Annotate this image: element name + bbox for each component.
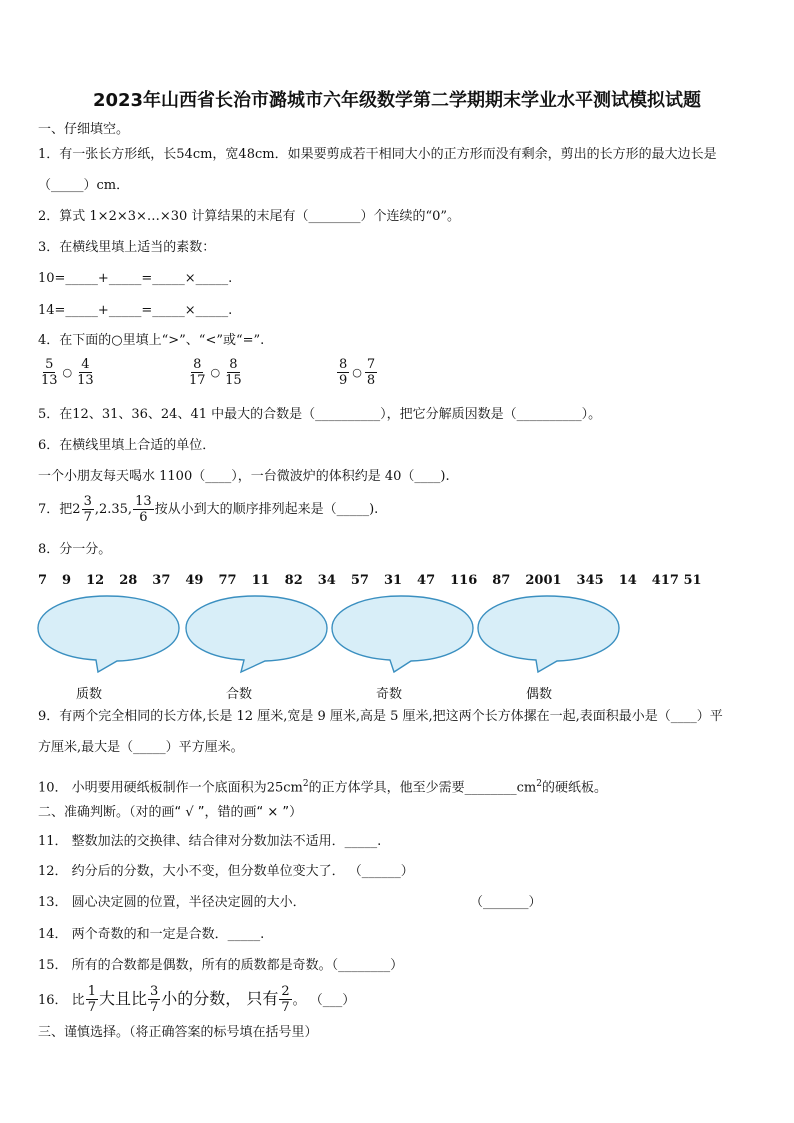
q8-number: 82 bbox=[284, 573, 303, 588]
page-title: 2023年山西省长治市潞城市六年级数学第二学期期末学业水平测试模拟试题 bbox=[92, 90, 702, 111]
question-4: 4．在下面的○里填上“>”、“<”或“=”. bbox=[38, 333, 265, 348]
question-3-b: 14=_____+_____=_____×_____. bbox=[38, 303, 233, 318]
bubble-composite bbox=[186, 596, 327, 672]
question-5: 5．在12、31、36、24、41 中最大的合数是（__________），把它分解质因数是（__________）。 bbox=[38, 407, 602, 422]
q8-number: 345 bbox=[576, 573, 604, 588]
q8-number: 37 bbox=[152, 573, 171, 588]
question-1-line-2: （_____）cm． bbox=[38, 178, 130, 193]
q8-number: 49 bbox=[185, 573, 204, 588]
question-6: 6．在横线里填上合适的单位． bbox=[38, 438, 216, 453]
fraction: $\frac{8}{9}$ bbox=[339, 357, 348, 388]
q8-number: 47 bbox=[417, 573, 436, 588]
question-8: 8．分一分。 bbox=[38, 542, 112, 557]
question-1-line-1: 1．有一张长方形纸，长54cm，宽48cm．如果要剪成若干相同大小的正方形而没有剩余，剪出的长方形的最大边长是 bbox=[38, 147, 717, 162]
q4-pair-2 bbox=[186, 357, 245, 388]
section-2-heading: 二、准确判断。（对的画“ √ ”，错的画“ × ”） bbox=[38, 805, 303, 820]
q8-number: 12 bbox=[86, 573, 105, 588]
section-3-heading: 三、谨慎选择。（将正确答案的标号填在括号里） bbox=[38, 1025, 318, 1040]
fraction: $\frac{13}{6}$ bbox=[135, 494, 152, 525]
question-16: 16． 比 $\frac{1}{7}$ 大且比 $\frac{3}{7}$ 小的分数， 只有 $\frac{2}{7}$ 。 （___） bbox=[38, 984, 356, 1015]
q4-pair-1 bbox=[38, 357, 97, 388]
section-1-heading: 一、仔细填空。 bbox=[38, 122, 130, 137]
q8-number: 31 bbox=[383, 573, 403, 588]
question-13: 13． 圆心决定圆的位置，半径决定圆的大小． bbox=[38, 895, 306, 910]
question-2: 2．算式 1×2×3×…×30 计算结果的末尾有（________）个连续的“0”。 bbox=[38, 209, 461, 224]
question-15: 15． 所有的合数都是偶数，所有的质数都是奇数。（________） bbox=[38, 958, 404, 973]
question-13-blank: （_______） bbox=[470, 895, 542, 910]
compare-circle: ○ bbox=[210, 365, 221, 379]
fraction: $\frac{8}{15}$ bbox=[225, 357, 242, 388]
fraction: $\frac{5}{13}$ bbox=[41, 357, 58, 388]
q8-bubbles bbox=[36, 592, 636, 674]
q4-pair-3 bbox=[336, 357, 378, 388]
q8-number: 87 bbox=[492, 573, 511, 588]
q8-number-list bbox=[38, 573, 717, 588]
q8-number: 34 bbox=[317, 573, 336, 588]
question-7: 7．把 2 $\frac{3}{7}$ ,2.35, $\frac{13}{6}$ 按从小到大的顺序排列起来是（_____). bbox=[38, 494, 379, 525]
bubble-odd bbox=[332, 596, 473, 672]
q8-number: 417 51 bbox=[651, 573, 702, 588]
label-composite: 合数 bbox=[226, 687, 253, 702]
q8-number: 57 bbox=[350, 573, 369, 588]
q8-number: 2001 bbox=[525, 573, 562, 588]
fraction: $\frac{2}{7}$ bbox=[281, 984, 290, 1015]
label-even: 偶数 bbox=[526, 687, 553, 702]
question-3: 3．在横线里填上适当的素数： bbox=[38, 240, 216, 255]
fraction: $\frac{3}{7}$ bbox=[149, 984, 159, 1015]
q8-number: 14 bbox=[618, 573, 637, 588]
question-10: 10． 小明要用硬纸板制作一个底面积为$25cm^2$的正方体学具，他至少需要$\_\_\_\_\_\_\_\_cm^2$的硬纸板。 bbox=[38, 779, 607, 796]
question-6-line-2: 一个小朋友每天喝水 1100（____），一台微波炉的体积约是 40（____). bbox=[38, 469, 450, 484]
fraction: $\frac{4}{13}$ bbox=[77, 357, 94, 388]
question-3-a: 10=_____+_____=_____×_____. bbox=[38, 271, 233, 286]
compare-circle: ○ bbox=[352, 365, 362, 379]
label-prime: 质数 bbox=[76, 687, 103, 702]
question-14: 14． 两个奇数的和一定是合数．_____. bbox=[38, 927, 265, 942]
fraction: $\frac{8}{17}$ bbox=[189, 357, 206, 388]
fraction: $\frac{1}{7}$ bbox=[87, 984, 96, 1015]
compare-circle: ○ bbox=[62, 365, 73, 379]
q8-number: 11 bbox=[251, 573, 270, 588]
q8-number: 7 bbox=[38, 573, 48, 588]
bubble-even bbox=[478, 596, 619, 672]
fraction: $\frac{7}{8}$ bbox=[366, 357, 376, 388]
label-odd: 奇数 bbox=[376, 687, 403, 702]
q8-number: 116 bbox=[450, 573, 478, 588]
mixed-number: 2 $\frac{3}{7}$ bbox=[72, 494, 92, 525]
q8-number: 77 bbox=[218, 573, 237, 588]
q8-number: 9 bbox=[62, 573, 72, 588]
question-9-line-1: 9．有两个完全相同的长方体,长是 12 厘米,宽是 9 厘米,高是 5 厘米,把这两个长方体摞在一起,表面积最小是（____）平 bbox=[38, 709, 723, 724]
bubble-prime bbox=[38, 596, 179, 672]
question-9-line-2: 方厘米,最大是（_____）平方厘米。 bbox=[38, 740, 244, 755]
question-12: 12． 约分后的分数，大小不变，但分数单位变大了． （______） bbox=[38, 864, 414, 879]
q8-number: 28 bbox=[119, 573, 138, 588]
question-11: 11． 整数加法的交换律、结合律对分数加法不适用．_____. bbox=[38, 834, 382, 849]
